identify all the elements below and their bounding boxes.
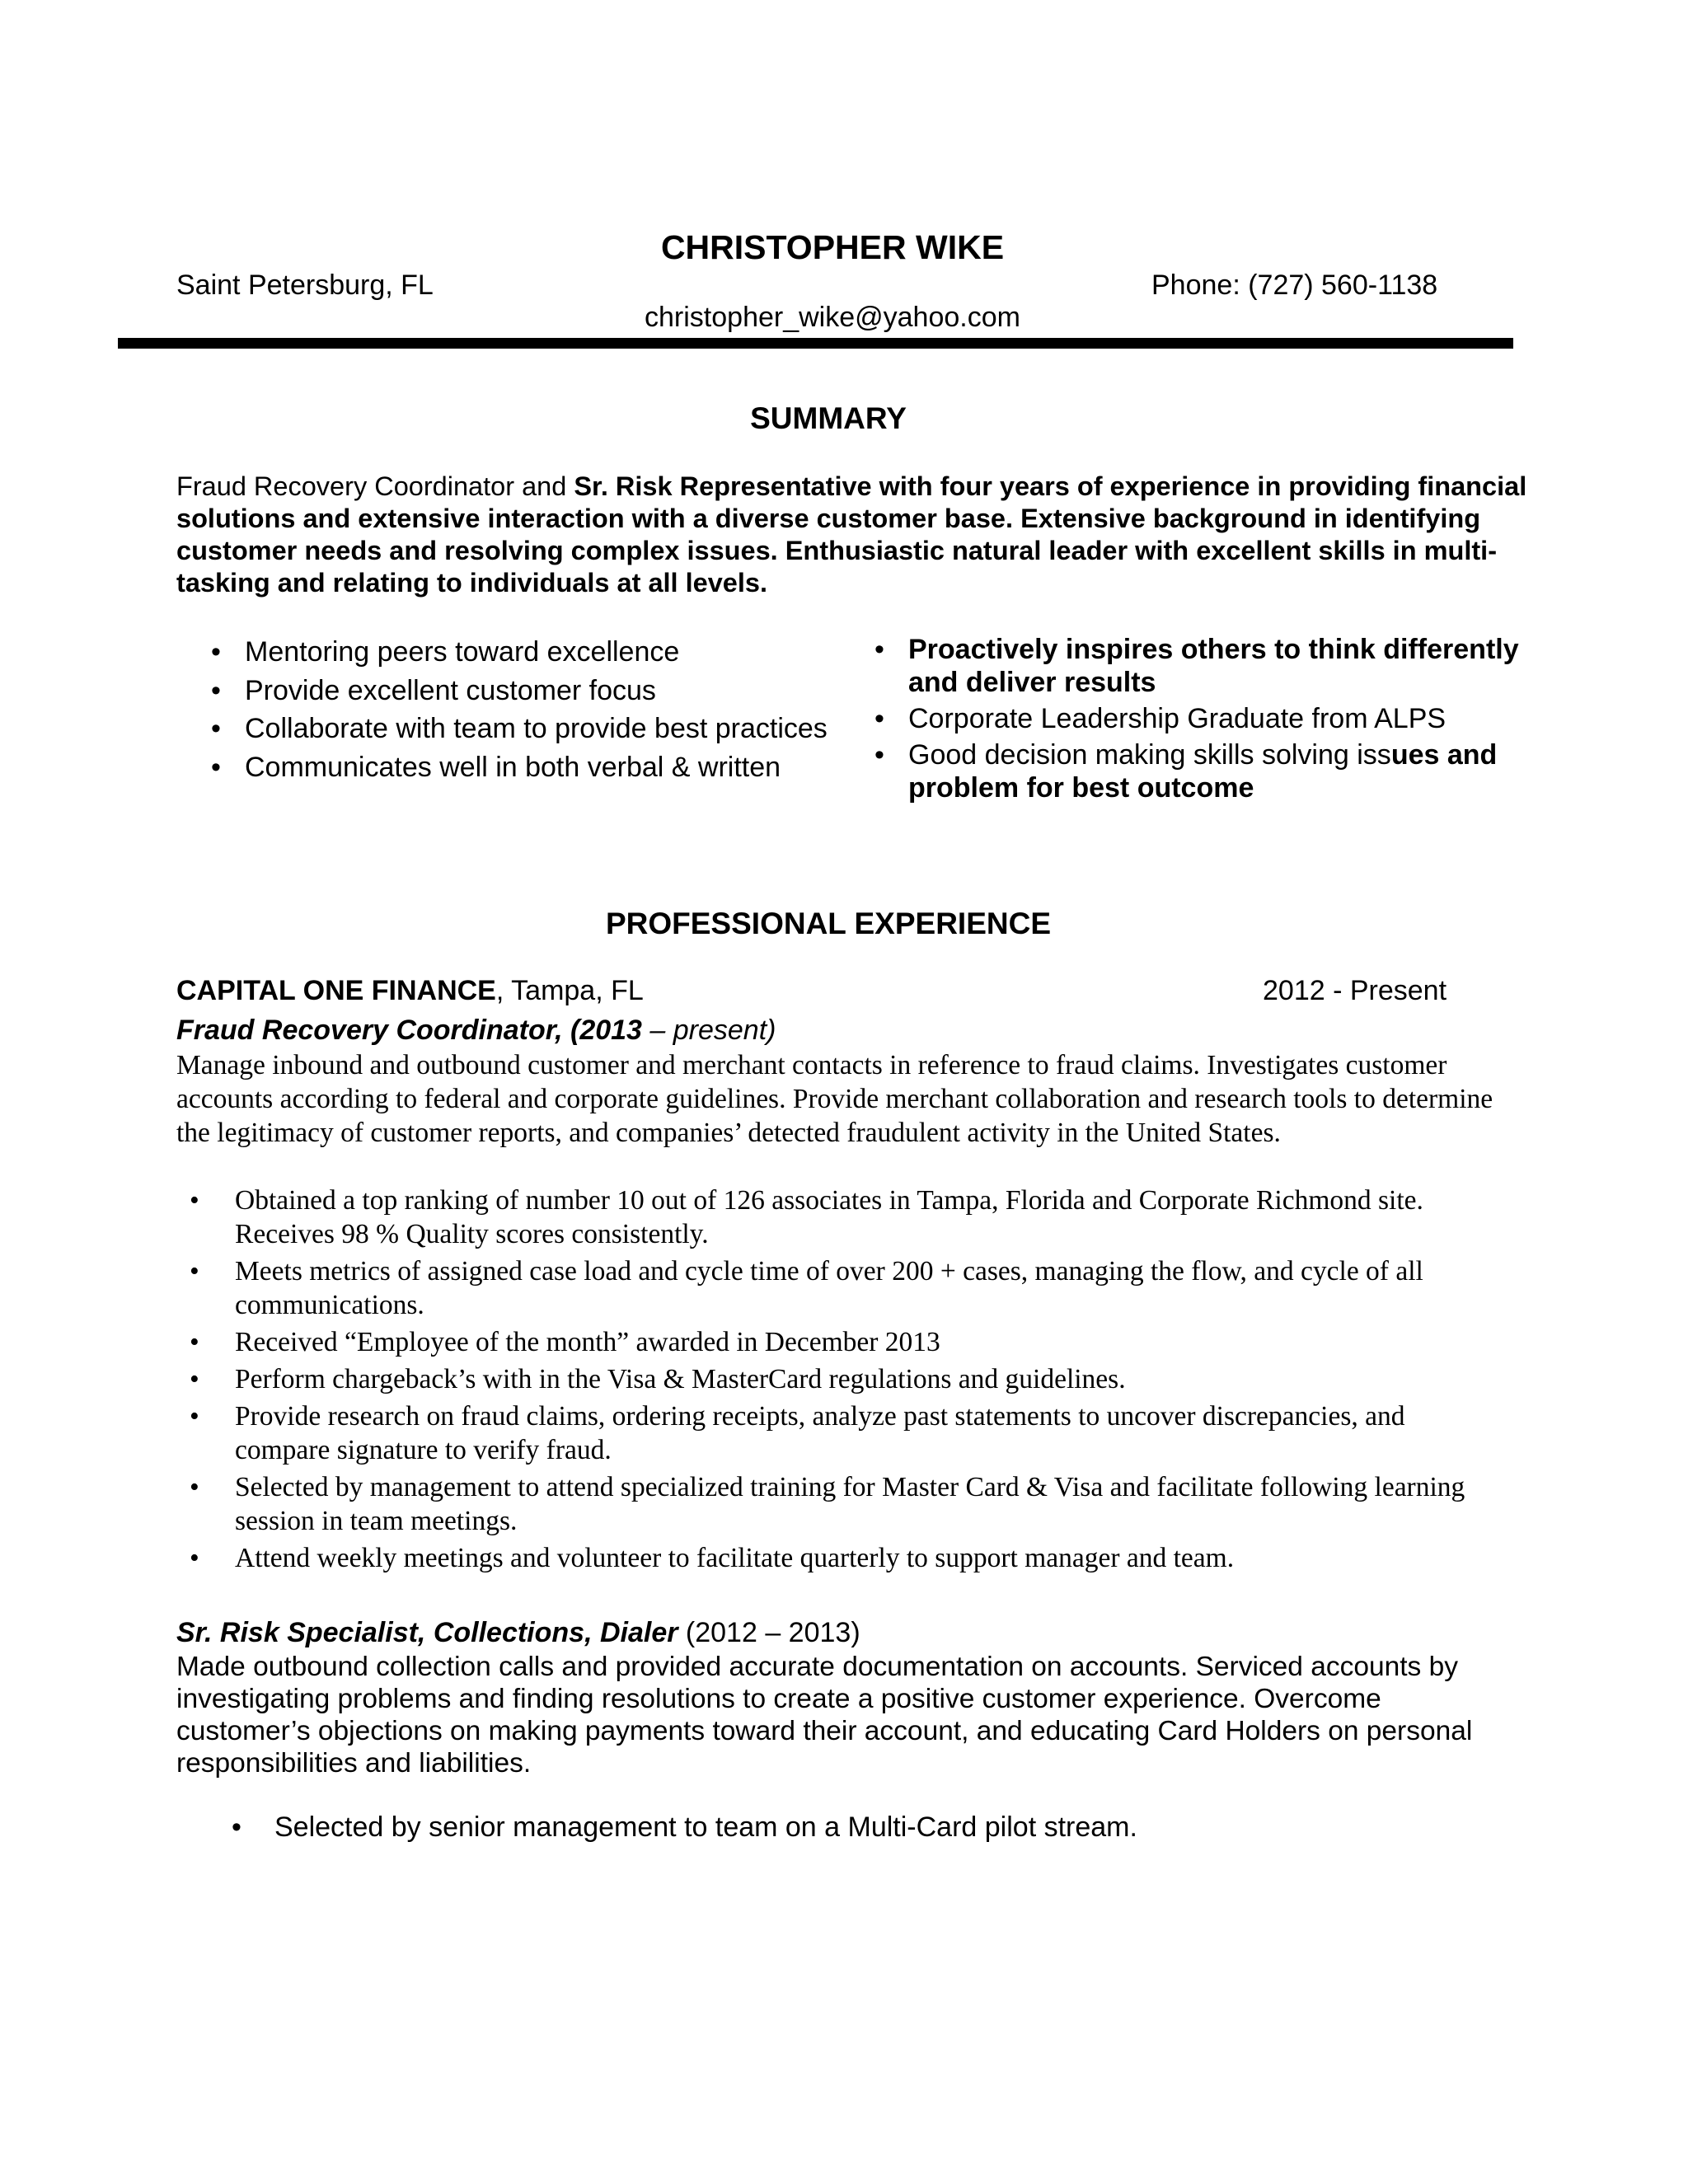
- list-item: [190, 1541, 1504, 1575]
- bullet-icon: •: [232, 1811, 241, 1843]
- achievement-text: Perform chargeback’s with in the Visa & MasterCard regulations and guidelines.: [235, 1364, 1126, 1394]
- bullet-icon: •: [190, 1472, 199, 1502]
- role-title: [176, 1015, 776, 1047]
- achievement-text: Obtained a top ranking of number 10 out of 126 associates in Tampa, Florida and Corporate Richmond site. Receives 98 % Quality scores consistently.: [235, 1185, 1423, 1249]
- role-achievements: [232, 1811, 1137, 1844]
- candidate-email: christopher_wike@yahoo.com: [645, 302, 1020, 333]
- bullet-icon: •: [190, 1185, 199, 1216]
- company-name: CAPITAL ONE FINANCE: [176, 975, 496, 1006]
- achievement-text: Meets metrics of assigned case load and cycle time of over 200 + cases, managing the flow, and cycle of all communications.: [235, 1256, 1423, 1320]
- skill-text: Corporate Leadership Graduate from ALPS: [908, 703, 1447, 734]
- bullet-icon: •: [211, 674, 221, 706]
- experience-heading: PROFESSIONAL EXPERIENCE: [605, 907, 1052, 940]
- bullet-icon: •: [874, 703, 884, 734]
- summary-heading: SUMMARY: [750, 401, 907, 435]
- bullet-icon: •: [211, 713, 221, 744]
- achievement-text: Provide research on fraud claims, ordering receipts, analyze past statements to uncover discrepancies, and compare signature to verify fraud.: [235, 1401, 1405, 1465]
- candidate-location: Saint Petersburg, FL: [176, 269, 434, 301]
- role-title-bold: Sr. Risk Specialist, Collections, Dialer: [176, 1617, 678, 1648]
- company-line: [176, 975, 644, 1007]
- summary-intro-bold: Sr. Risk Representative with four years of experience in providing financial solutions and extensive interaction with a diverse customer base. Extensive background in identifying customer needs and resolving complex issues. Enthusiastic natural leader with excellent skills in multi-tasking and relating to individuals at all levels.: [176, 471, 1527, 598]
- bullet-icon: •: [190, 1364, 199, 1394]
- achievement-text: Attend weekly meetings and volunteer to facilitate quarterly to support manager and team.: [235, 1543, 1235, 1573]
- bullet-icon: •: [874, 739, 884, 771]
- candidate-name: CHRISTOPHER WIKE: [660, 228, 1005, 266]
- achievement-text: Selected by senior management to team on a Multi-Card pilot stream.: [274, 1811, 1137, 1843]
- achievement-text: Selected by management to attend specialized training for Master Card & Visa and facilitate following learning session in team meetings.: [235, 1472, 1465, 1536]
- bullet-icon: •: [211, 636, 221, 668]
- bullet-icon: •: [874, 634, 884, 665]
- header-divider: [118, 338, 1513, 349]
- bullet-icon: •: [190, 1327, 199, 1357]
- skill-text-bold: ues and problem for best outcome: [908, 739, 1498, 804]
- summary-skills-right: [874, 633, 1551, 808]
- list-item: [190, 1325, 1504, 1359]
- list-item: [190, 1362, 1504, 1396]
- list-item: [874, 738, 1551, 804]
- list-item: [211, 710, 828, 748]
- role-achievements: [190, 1183, 1504, 1578]
- list-item: [190, 1183, 1504, 1251]
- skill-text: Collaborate with team to provide best practices: [245, 713, 828, 744]
- list-item: [190, 1399, 1504, 1467]
- list-item: [190, 1254, 1504, 1322]
- list-item: [232, 1811, 1137, 1844]
- company-location: , Tampa, FL: [495, 975, 644, 1006]
- achievement-text: Received “Employee of the month” awarded in December 2013: [235, 1327, 940, 1357]
- role-title-dates: (2012 – 2013): [678, 1617, 860, 1648]
- bullet-icon: •: [190, 1401, 199, 1432]
- list-item: [874, 702, 1551, 735]
- role-title: [176, 1617, 860, 1649]
- skill-text: Provide excellent customer focus: [245, 674, 656, 706]
- list-item: [211, 748, 828, 787]
- role-description: Made outbound collection calls and provided accurate documentation on accounts. Serviced accounts by investigating problems and finding resolutions to create a positive customer experience. Overcome customer’s objections on making payments toward their account, and educating Card Holders on personal responsibilities and liabilities.: [176, 1652, 1473, 1779]
- candidate-phone: Phone: (727) 560-1138: [1151, 269, 1438, 301]
- bullet-icon: •: [211, 751, 221, 783]
- list-item: [190, 1470, 1504, 1538]
- skill-text: Mentoring peers toward excellence: [245, 636, 680, 668]
- role-description: Manage inbound and outbound customer and merchant contacts in reference to fraud claims. Investigates customer accounts according to federal and corporate guidelines. Provide merchant collaboration and research tools to determine the legitimacy of customer reports, and companies’ detected fraudulent activity in the United States.: [176, 1050, 1493, 1148]
- summary-skills-left: [211, 633, 828, 786]
- summary-intro-plain: Fraud Recovery Coordinator and: [176, 471, 574, 501]
- skill-text: Good decision making skills solving iss: [908, 739, 1391, 771]
- bullet-icon: •: [190, 1256, 199, 1286]
- summary-paragraph: [176, 471, 1528, 599]
- skill-text: Proactively inspires others to think differently and deliver results: [908, 634, 1519, 698]
- skill-text: Communicates well in both verbal & written: [245, 751, 781, 783]
- bullet-icon: •: [190, 1543, 199, 1573]
- list-item: [874, 633, 1551, 699]
- role-title-dates: – present): [649, 1015, 776, 1046]
- role-title-bold: Fraud Recovery Coordinator, (2013: [176, 1015, 650, 1046]
- list-item: [211, 672, 828, 710]
- employment-dates: 2012 - Present: [1263, 975, 1447, 1006]
- list-item: [211, 633, 828, 672]
